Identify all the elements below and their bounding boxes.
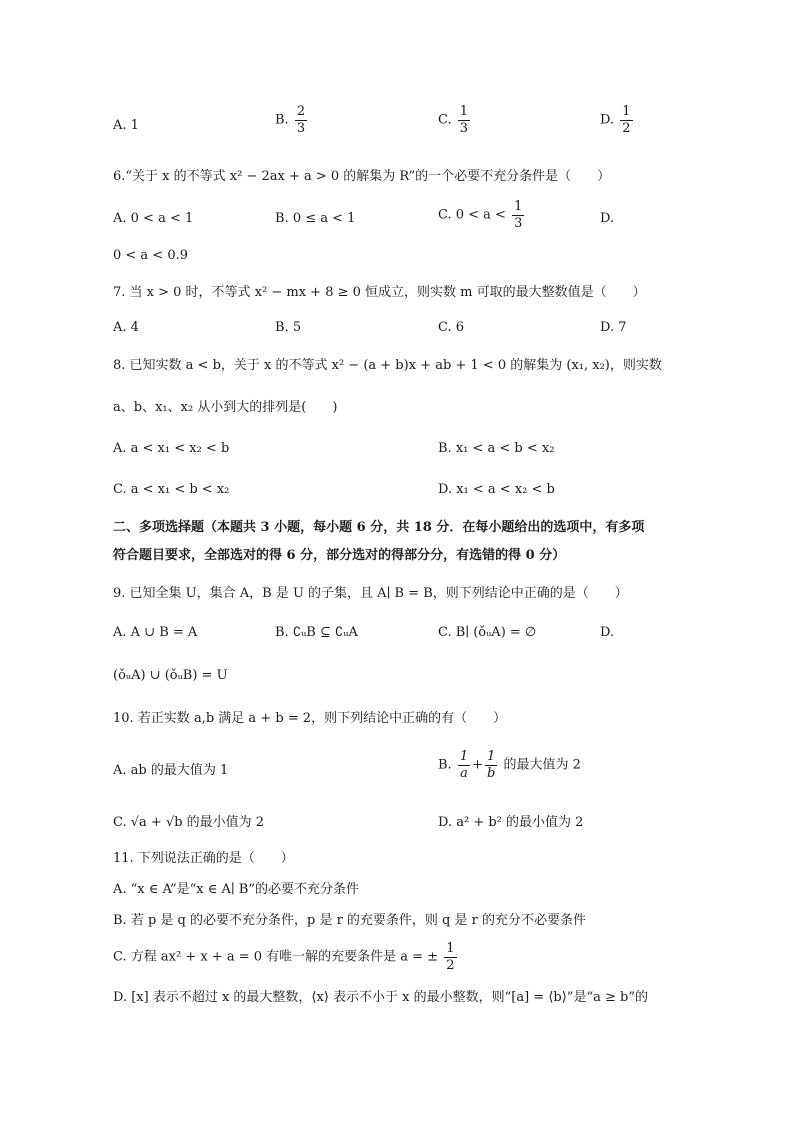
q10-option-c: C. √a + √b 的最小值为 2: [113, 815, 265, 830]
q5-option-d-letter: D.: [600, 112, 615, 128]
q11-option-d: D. [x] 表示不超过 x 的最大整数，⟨x⟩ 表示不小于 x 的最小整数，则“[a] = ⟨b⟩”是“a ≥ b”的: [113, 990, 648, 1005]
q8-option-a: A. a < x₁ < x₂ < b: [113, 441, 230, 456]
q9-option-d: D.: [600, 625, 615, 640]
q11-option-b: B. 若 p 是 q 的必要不充分条件，p 是 r 的充要条件，则 q 是 r 的充分不必要条件: [113, 913, 586, 928]
q5-option-a: [113, 117, 139, 135]
q8-option-c: C. a < x₁ < b < x₂: [113, 482, 230, 497]
q8-option-b: B. x₁ < a < b < x₂: [438, 441, 555, 456]
q8-stem-line-1: 8. 已知实数 a < b，关于 x 的不等式 x² − (a + b)x + ab + 1 < 0 的解集为 (x₁, x₂)，则实数: [113, 358, 662, 373]
q5-option-b: [275, 104, 309, 137]
q5-option-d: [600, 104, 635, 137]
q6-option-b: B. 0 ≤ a < 1: [275, 211, 356, 226]
q7-option-a: A. 4: [113, 320, 139, 335]
q10-option-b-fraction-1: $\frac{1}{a}$: [459, 749, 469, 781]
q10-option-b-plus: +: [472, 757, 484, 773]
q9-stem: 9. 已知全集 U，集合 A，B 是 U 的子集，且 A∣ B = B，则下列结论中正确的是（ ）: [113, 586, 628, 601]
q6-stem: 6.“关于 x 的不等式 x² − 2ax + a > 0 的解集为 R”的一个必要不充分条件是（ ）: [113, 169, 611, 184]
q5-option-b-letter: B.: [275, 112, 289, 128]
q5-option-a-text: 1: [130, 118, 139, 133]
q7-option-b: B. 5: [275, 320, 302, 335]
q11-option-a: A. “x ∈ A”是“x ∈ A∣ B”的必要不充分条件: [113, 882, 360, 897]
q11-option-c-fraction: $\frac{1}{2}$: [446, 941, 455, 973]
q11-stem: 11. 下列说法正确的是（ ）: [113, 851, 294, 866]
q8-option-d: D. x₁ < a < x₂ < b: [438, 482, 555, 497]
q9-option-d-continuation: (ǒᵤA) ∪ (ǒᵤB) = U: [113, 668, 228, 683]
section-2-heading-line-1: 二、多项选择题（本题共 3 小题，每小题 6 分，共 18 分．在每小题给出的选项中，有多项: [113, 520, 645, 535]
q5-option-a-letter: A.: [113, 118, 127, 133]
q5-option-d-fraction: $\frac{1}{2}$: [622, 104, 631, 136]
q7-option-d: D. 7: [600, 320, 627, 335]
q7-option-c: C. 6: [438, 320, 465, 335]
q6-option-d-continuation: 0 < a < 0.9: [113, 248, 189, 263]
q9-option-c: C. B∣ (ǒᵤA) = ∅: [438, 625, 537, 640]
q6-option-c: [438, 199, 526, 232]
q6-option-c-prefix: C. 0 < a <: [438, 207, 506, 223]
q10-option-b-letter: B.: [438, 757, 452, 773]
q10-option-d: D. a² + b² 的最小值为 2: [438, 815, 584, 830]
q5-option-c-fraction: $\frac{1}{3}$: [459, 104, 469, 136]
q10-stem: 10. 若正实数 a,b 满足 a + b = 2，则下列结论中正确的有（ ）: [113, 711, 507, 726]
q10-option-b-fraction-2: $\frac{1}{b}$: [487, 749, 496, 781]
q5-option-c: [438, 104, 472, 137]
q10-option-b: [438, 749, 581, 782]
q5-option-c-letter: C.: [438, 112, 452, 128]
q6-option-d: D.: [600, 211, 615, 226]
q9-option-a: A. A ∪ B = A: [113, 625, 198, 640]
q6-option-a: A. 0 < a < 1: [113, 211, 194, 226]
q9-option-b: B. ∁ᵤB ⊆ ∁ᵤA: [275, 625, 358, 640]
q5-option-b-fraction: $\frac{2}{3}$: [296, 104, 306, 136]
q11-option-c-text: C. 方程 ax² + x + a = 0 有唯一解的充要条件是 a = ±: [113, 949, 439, 965]
q11-option-c: [113, 941, 459, 974]
q7-stem: 7. 当 x > 0 时，不等式 x² − mx + 8 ≥ 0 恒成立，则实数 m 可取的最大整数值是（ ）: [113, 285, 646, 300]
section-2-heading-line-2: 符合题目要求，全部选对的得 6 分，部分选对的得部分分，有选错的得 0 分）: [113, 548, 566, 563]
q6-option-c-fraction: $\frac{1}{3}$: [514, 199, 523, 231]
q10-option-a: A. ab 的最大值为 1: [113, 763, 229, 778]
q10-option-b-suffix: 的最大值为 2: [503, 757, 581, 773]
q8-stem-line-2: a、b、x₁、x₂ 从小到大的排列是( ): [113, 400, 338, 415]
